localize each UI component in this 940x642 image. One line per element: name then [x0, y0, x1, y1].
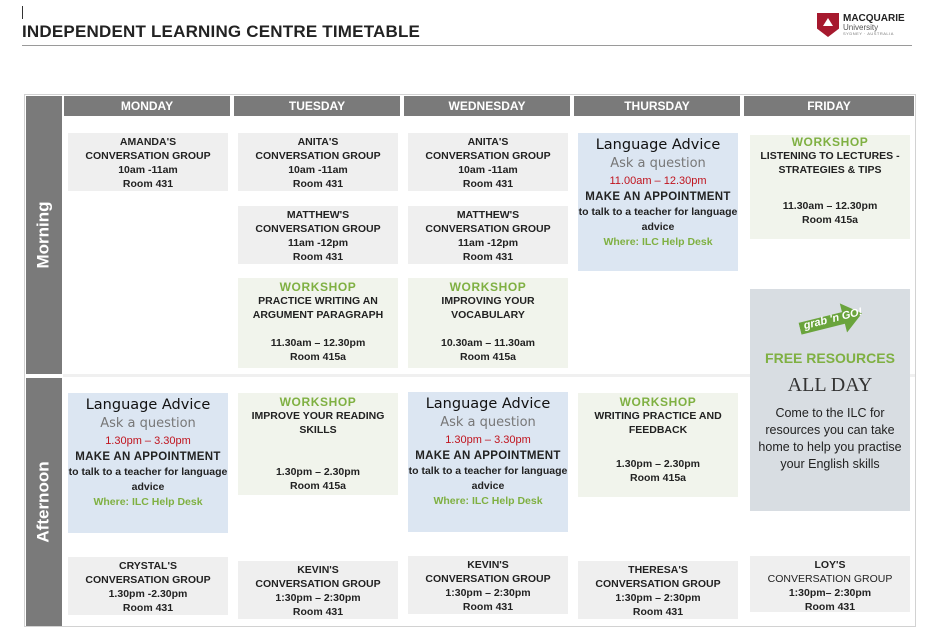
- text-cursor: [22, 6, 23, 19]
- timetable: [24, 94, 916, 627]
- logo-tagline: SYDNEY · AUSTRALIA: [843, 31, 894, 36]
- shield-icon: [817, 13, 839, 37]
- tuesday-reading-workshop: WORKSHOP IMPROVE YOUR READING SKILLS 1.30pm – 2.30pm Room 415a: [238, 393, 398, 495]
- row-label-afternoon: Afternoon: [26, 378, 62, 626]
- thursday-language-advice: Language Advice Ask a question 11.00am – 12.30pm MAKE AN APPOINTMENT to talk to a teacher for language advice Where: ILC Help Desk: [578, 133, 738, 271]
- tuesday-writing-workshop: WORKSHOP PRACTICE WRITING AN ARGUMENT PARAGRAPH 11.30am – 12.30pm Room 415a: [238, 278, 398, 368]
- friday-free-resources: grab 'n GO! FREE RESOURCES ALL DAY Come to the ILC for resources you can take home to help you practise your English skills: [750, 289, 910, 511]
- header-tuesday: TUESDAY: [234, 96, 400, 116]
- wednesday-anita-conversation: ANITA'S CONVERSATION GROUP 10am -11am Room 431: [408, 133, 568, 191]
- tuesday-matthew-conversation: MATTHEW'S CONVERSATION GROUP 11am -12pm Room 431: [238, 206, 398, 264]
- friday-loy-conversation: LOY'S CONVERSATION GROUP 1:30pm– 2:30pm Room 431: [750, 556, 910, 612]
- wednesday-matthew-conversation: MATTHEW'S CONVERSATION GROUP 11am -12pm Room 431: [408, 206, 568, 264]
- thursday-theresa-conversation: THERESA'S CONVERSATION GROUP 1:30pm – 2:30pm Room 431: [578, 561, 738, 619]
- tuesday-anita-conversation: ANITA'S CONVERSATION GROUP 10am -11am Room 431: [238, 133, 398, 191]
- header-monday: MONDAY: [64, 96, 230, 116]
- wednesday-kevin-conversation: KEVIN'S CONVERSATION GROUP 1:30pm – 2:30pm Room 431: [408, 556, 568, 614]
- title-divider: [22, 45, 912, 46]
- monday-language-advice: Language Advice Ask a question 1.30pm – 3.30pm MAKE AN APPOINTMENT to talk to a teacher for language advice Where: ILC Help Desk: [68, 393, 228, 533]
- monday-crystal-conversation: CRYSTAL'S CONVERSATION GROUP 1.30pm -2.30pm Room 431: [68, 557, 228, 615]
- university-logo: [817, 13, 905, 37]
- header-friday: FRIDAY: [744, 96, 914, 116]
- page-title: INDEPENDENT LEARNING CENTRE TIMETABLE: [22, 22, 421, 41]
- logo-sub: University: [843, 23, 879, 32]
- header-wednesday: WEDNESDAY: [404, 96, 570, 116]
- wednesday-language-advice: Language Advice Ask a question 1.30pm – 3.30pm MAKE AN APPOINTMENT to talk to a teacher for language advice Where: ILC Help Desk: [408, 392, 568, 532]
- monday-amanda-conversation: AMANDA'S CONVERSATION GROUP 10am -11am Room 431: [68, 133, 228, 191]
- friday-listening-workshop: WORKSHOP LISTENING TO LECTURES - STRATEGIES & TIPS 11.30am – 12.30pm Room 415a: [750, 135, 910, 239]
- row-label-morning: Morning: [26, 96, 62, 374]
- tuesday-kevin-conversation: KEVIN'S CONVERSATION GROUP 1:30pm – 2:30pm Room 431: [238, 561, 398, 619]
- grab-and-go-logo: grab 'n GO!: [795, 303, 865, 339]
- header-thursday: THURSDAY: [574, 96, 740, 116]
- wednesday-vocabulary-workshop: WORKSHOP IMPROVING YOUR VOCABULARY 10.30am – 11.30am Room 415a: [408, 278, 568, 368]
- thursday-writing-feedback-workshop: WORKSHOP WRITING PRACTICE AND FEEDBACK 1.30pm – 2.30pm Room 415a: [578, 393, 738, 497]
- logo-name: MACQUARIE: [843, 13, 905, 24]
